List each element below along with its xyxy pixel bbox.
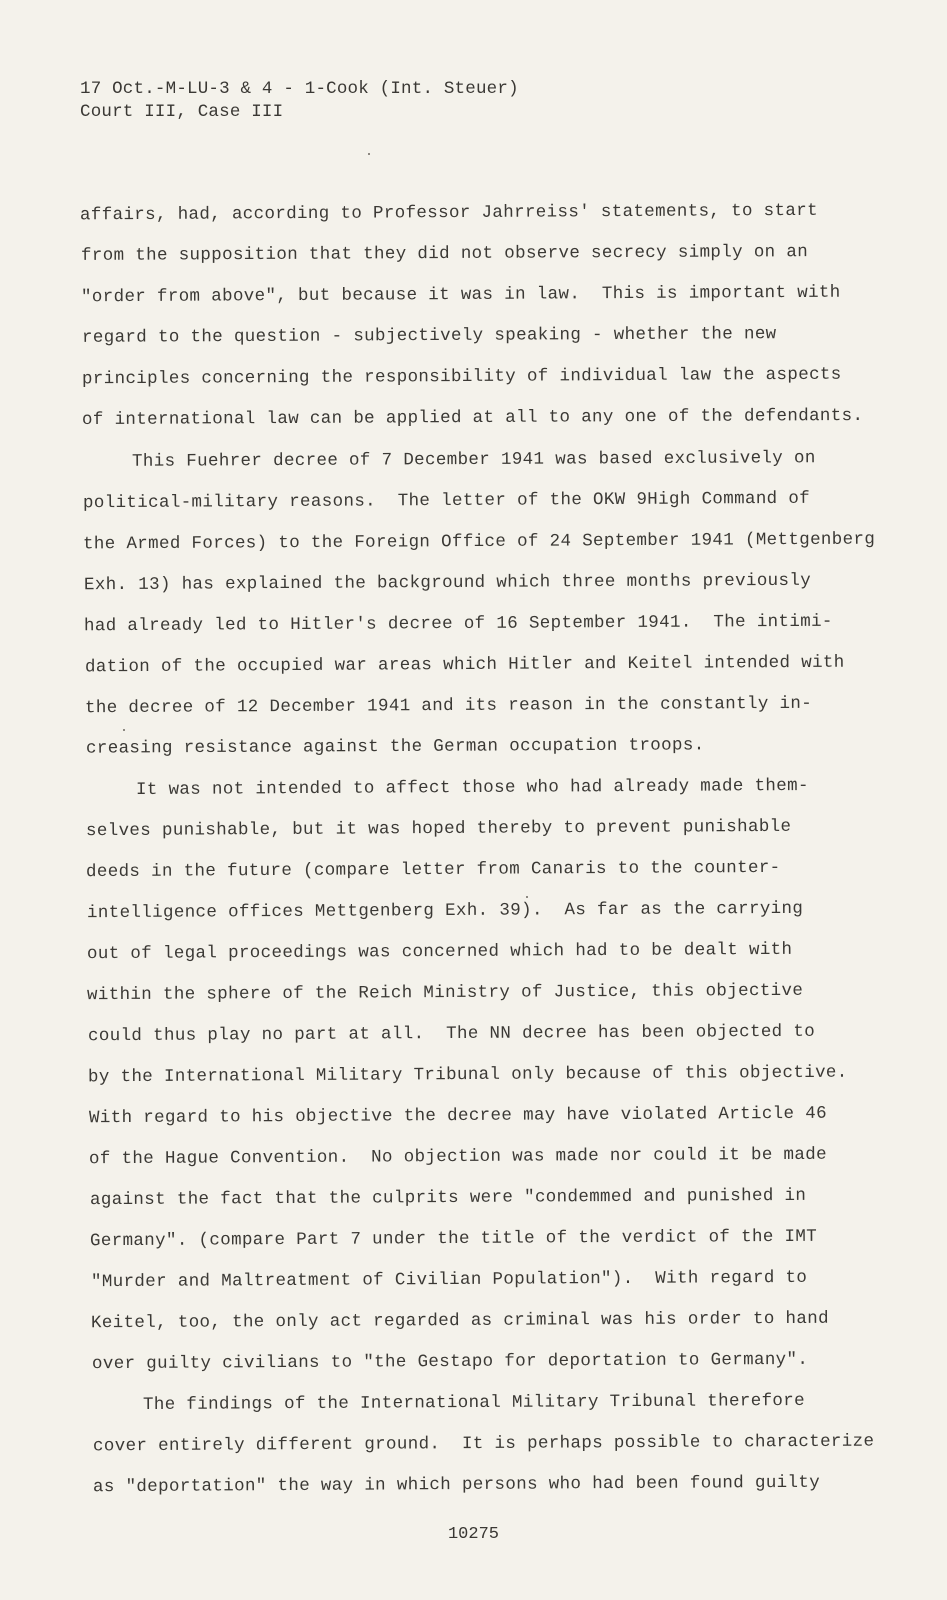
text-line: the decree of 12 December 1941 and its reason in the constantly in- <box>84 693 813 719</box>
text-line: as "deportation" the way in which persons who had been found guilty <box>92 1472 821 1498</box>
header-transcript-reference: 17 Oct.-M-LU-3 & 4 - 1-Cook (Int. Steuer) <box>80 79 519 99</box>
paper-speck <box>123 729 125 731</box>
text-line: had already led to Hitler's decree of 16 September 1941. The intimi- <box>83 611 833 637</box>
paragraph-start-line: This Fuehrer decree of 7 December 1941 was based exclusively on <box>131 448 816 472</box>
paragraph-start-line: It was not intended to affect those who had already made them- <box>135 775 809 801</box>
text-line: cover entirely different ground. It is perhaps possible to characterize <box>92 1431 875 1457</box>
paper-speck <box>526 896 528 898</box>
text-line: over guilty civilians to "the Gestapo for deportation to Germany". <box>91 1349 809 1375</box>
text-line: the Armed Forces) to the Foreign Office of 24 September 1941 (Mettgenberg <box>82 529 876 555</box>
text-line: With regard to his objective the decree may have violated Article 46 <box>88 1103 827 1129</box>
text-line: intelligence offices Mettgenberg Exh. 39). As far as the carrying <box>86 898 804 924</box>
text-line: could thus play no part at all. The NN decree has been objected to <box>87 1021 816 1047</box>
text-line: Germany". (compare Part 7 under the title of the verdict of the IMT <box>89 1226 818 1252</box>
header-court-case: Court III, Case III <box>80 102 284 122</box>
text-line: creasing resistance against the German occupation troops. <box>85 735 705 759</box>
text-line: principles concerning the responsibility of individual law the aspects <box>81 364 842 390</box>
text-line: out of legal proceedings was concerned which had to be dealt with <box>86 939 793 965</box>
text-line: affairs, had, according to Professor Jahrreiss' statements, to start <box>79 200 818 226</box>
text-line: regard to the question - subjectively speaking - whether the new <box>81 324 777 348</box>
text-line: "Murder and Maltreatment of Civilian Population"). With regard to <box>90 1267 808 1293</box>
text-line: "order from above", but because it was in law. This is important with <box>80 282 841 308</box>
paragraph-start-line: The findings of the International Military Tribunal therefore <box>142 1390 806 1416</box>
text-line: Exh. 13) has explained the background which three months previously <box>83 570 812 596</box>
text-line: from the supposition that they did not observe secrecy simply on an <box>80 242 809 266</box>
text-line: political-military reasons. The letter of the OKW 9High Command of <box>82 488 811 514</box>
paper-speck <box>368 153 370 155</box>
text-line: selves punishable, but it was hoped thereby to prevent punishable <box>85 816 792 842</box>
text-line: of the Hague Convention. No objection was made nor could it be made <box>88 1144 827 1170</box>
page-number: 10275 <box>447 1525 499 1544</box>
text-line: of international law can be applied at all to any one of the defendants. <box>81 405 864 431</box>
text-line: by the International Military Tribunal only because of this objective. <box>87 1062 848 1088</box>
text-line: dation of the occupied war areas which Hitler and Keitel intended with <box>84 652 845 678</box>
text-line: against the fact that the culprits were "condemmed and punished in <box>89 1185 807 1211</box>
text-line: deeds in the future (compare letter from Canaris to the counter- <box>85 857 781 883</box>
text-line: within the sphere of the Reich Ministry of Justice, this objective <box>86 980 804 1006</box>
text-line: Keitel, too, the only act regarded as criminal was his order to hand <box>90 1308 829 1334</box>
